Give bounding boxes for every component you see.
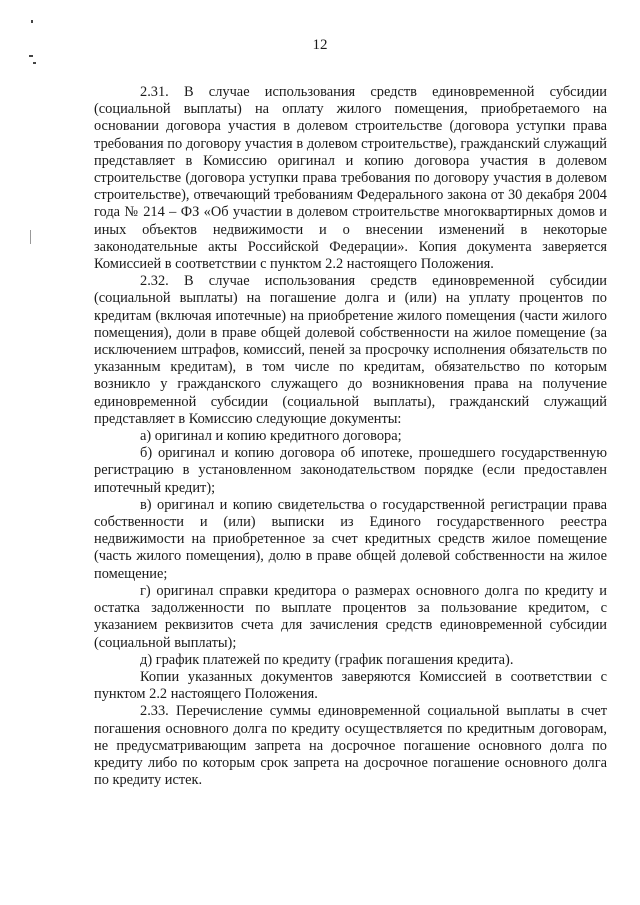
paragraph-copies-note: Копии указанных документов заверяются Комиссией в соответствии с пунктом 2.2 настоящего Положения. <box>94 668 607 703</box>
scan-mark <box>31 20 33 23</box>
scan-mark <box>30 230 31 244</box>
list-item-v: в) оригинал и копию свидетельства о государственной регистрации права собственности и (или) выписки из Единого государственного реестра недвижимости на приобретенное за счет кредитных средств жилое помещение (часть жилого помещения), долю в праве общей долевой собственности на жилое помещение; <box>94 496 607 582</box>
page-number: 12 <box>312 37 328 53</box>
paragraph-2-33: 2.33. Перечисление суммы единовременной социальной выплаты в счет погашения основного долга по кредиту осуществляется по кредитным договорам, не предусматривающим запрета на досрочное погашение основного долга по кредиту либо по которым срок запрета на досрочное погашение основного долга по кредиту истек. <box>94 703 607 789</box>
list-item-a: а) оригинал и копию кредитного договора; <box>140 428 402 445</box>
scan-mark <box>29 55 33 57</box>
list-item-b: б) оригинал и копию договора об ипотеке, прошедшего государственную регистрацию в установленном законодательством порядке (если предоставлен ипотечный кредит); <box>94 445 607 496</box>
paragraph-2-32: 2.32. В случае использования средств единовременной субсидии (социальной выплаты) на погашение долга и (или) на уплату процентов по кредитам (включая ипотечные) на приобретение жилого помещения (части жилого помещения), доли в праве общей долевой собственности на жилое помещение (за исключением штрафов, комиссий, пеней за просрочку исполнения обязательств по указанным кредитам), в том числе по кредитам, обязательство по которым возникло у гражданского служащего до возникновения права на получение единовременной субсидии (социальной выплаты), гражданский служащий представляет в Комиссию следующие документы: <box>94 273 607 427</box>
list-item-d: д) график платежей по кредиту (график погашения кредита). <box>140 651 514 668</box>
document-body <box>94 84 607 789</box>
list-item-g: г) оригинал справки кредитора о размерах основного долга по кредиту и остатка задолженности по выплате процентов за пользование кредитом, с указанием реквизитов счета для зачисления средств единовременной субсидии (социальной выплаты); <box>94 582 607 651</box>
paragraph-2-31: 2.31. В случае использования средств единовременной субсидии (социальной выплаты) на оплату жилого помещения, приобретаемого на основании договора участия в долевом строительстве (договора уступки права требования по договору участия в долевом строительстве), гражданский служащий представляет в Комиссию оригинал и копию договора участия в долевом строительстве (договора уступки права требования по договору участия в долевом строительстве), отвечающий требованиям Федерального закона от 30 декабря 2004 года № 214 – ФЗ «Об участии в долевом строительстве многоквартирных домов и иных объектов недвижимости и о внесении изменений в некоторые законодательные акты Российской Федерации». Копия документа заверяется Комиссией в соответствии с пунктом 2.2 настоящего Положения. <box>94 84 607 273</box>
scan-mark <box>33 62 36 64</box>
